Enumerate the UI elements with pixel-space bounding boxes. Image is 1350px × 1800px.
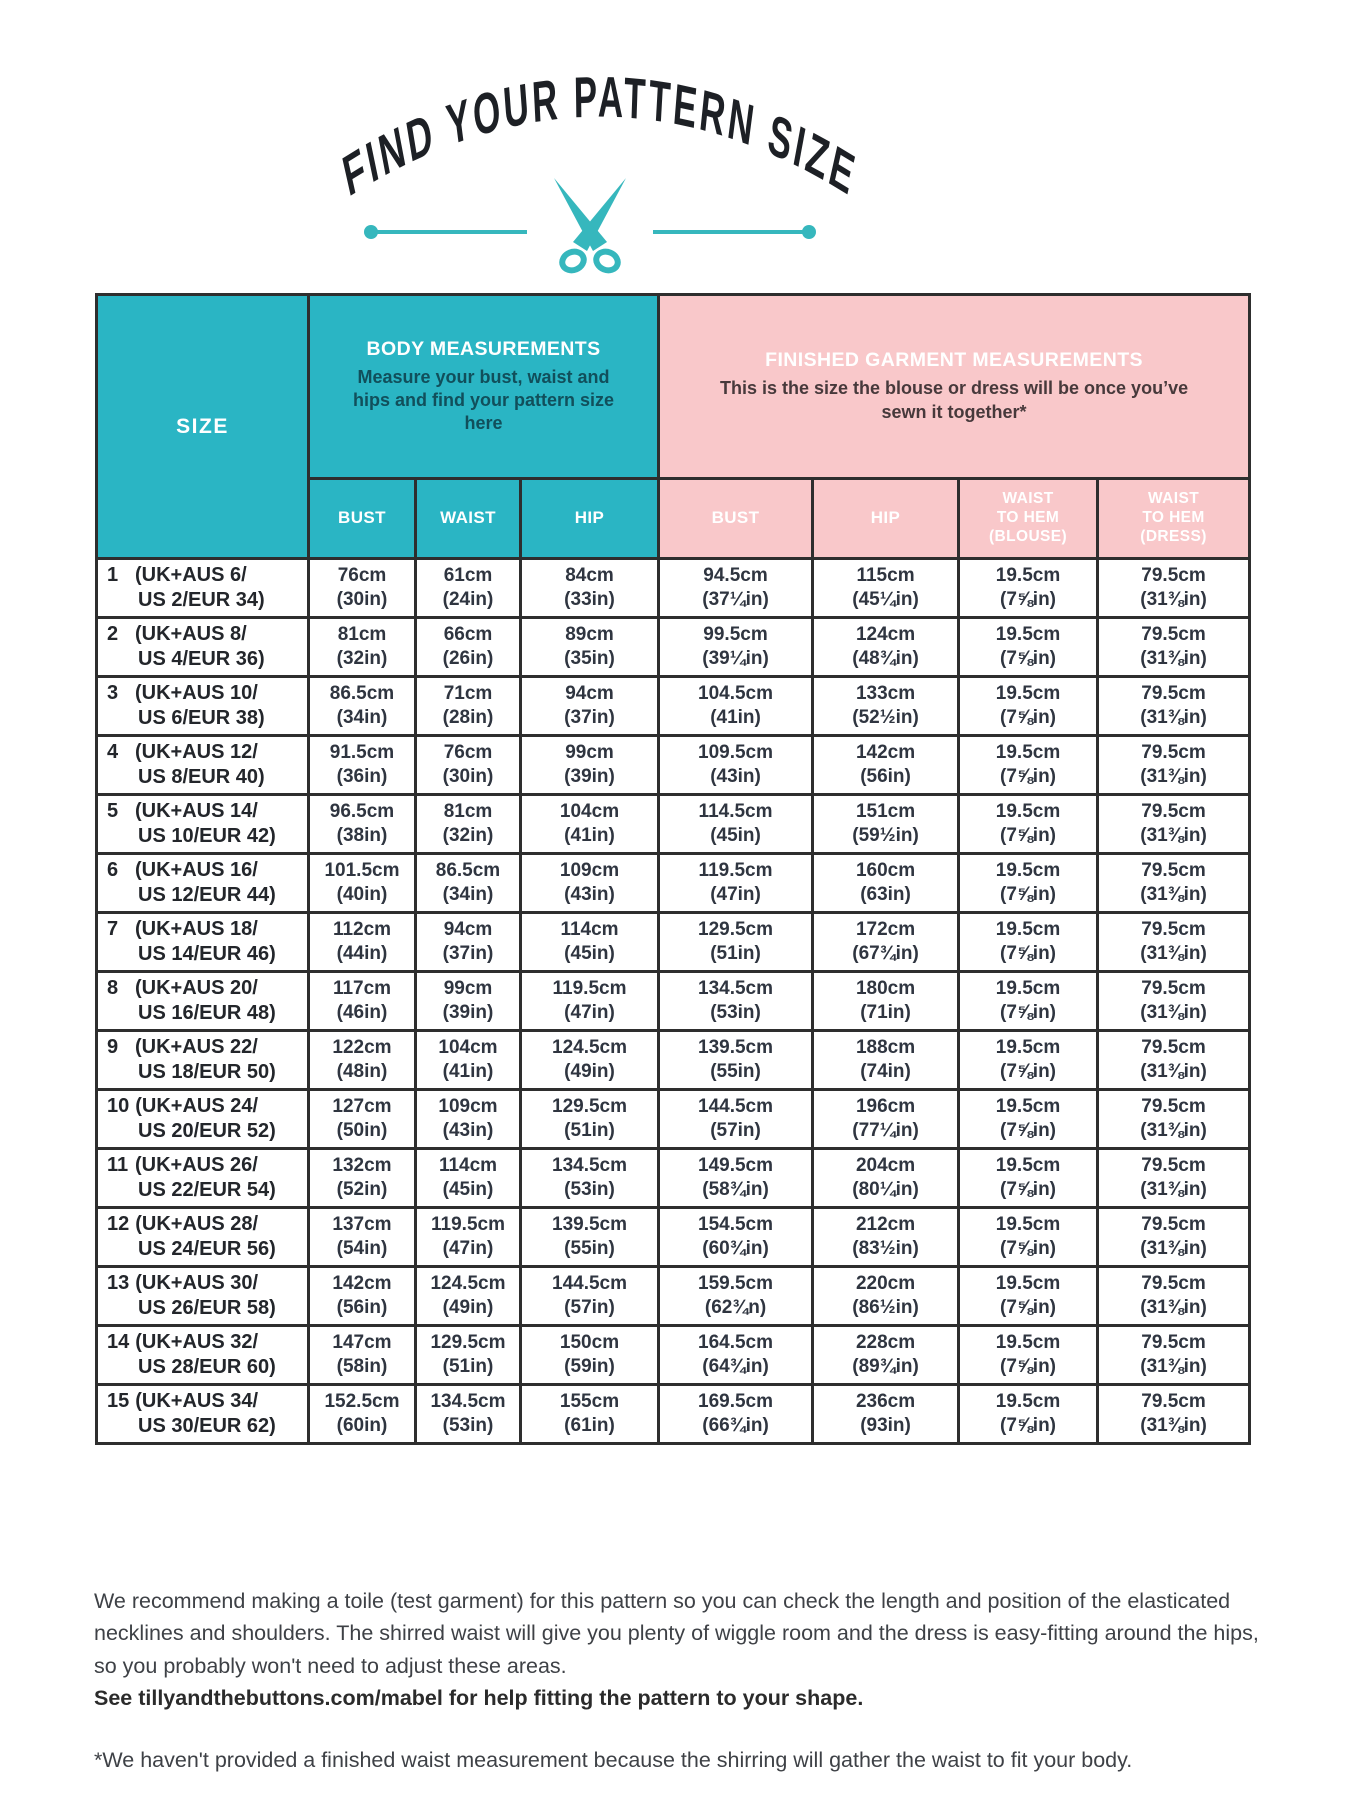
table-row — [97, 1090, 1250, 1149]
body-waist-cell: 109cm (43in) — [416, 1090, 521, 1149]
size-label-line2: US 24/EUR 56) — [138, 1238, 276, 1260]
body-bust-cell: 117cm (46in) — [309, 972, 416, 1031]
waist-to-hem-dress-cell: 79.5cm (31⅜in) — [1098, 1385, 1250, 1444]
body-waist-cell: 71cm (28in) — [416, 677, 521, 736]
size-label-line1: (UK+AUS 18/ — [135, 918, 258, 940]
waist-to-hem-blouse-cell: 19.5cm (7⅝in) — [959, 972, 1098, 1031]
waist-to-hem-blouse-cell: 19.5cm (7⅝in) — [959, 559, 1098, 618]
waist-to-hem-dress-cell: 79.5cm (31⅜in) — [1098, 854, 1250, 913]
column-header-waist-to-hem-blouse: WAIST TO HEM (BLOUSE) — [959, 479, 1098, 559]
size-label-line2: US 10/EUR 42) — [138, 825, 276, 847]
size-label-line2: US 18/EUR 50) — [138, 1061, 276, 1083]
table-row — [97, 1208, 1250, 1267]
body-measurements-header — [309, 295, 659, 479]
table-row — [97, 854, 1250, 913]
table-row — [97, 972, 1250, 1031]
size-cell — [97, 913, 309, 972]
table-row — [97, 736, 1250, 795]
table-row — [97, 1031, 1250, 1090]
size-label-line1: (UK+AUS 14/ — [135, 800, 258, 822]
size-cell — [97, 1031, 309, 1090]
body-waist-cell: 66cm (26in) — [416, 618, 521, 677]
garment-bust-cell: 154.5cm (60¾in) — [659, 1208, 813, 1267]
column-header-waist-to-hem-dress: WAIST TO HEM (DRESS) — [1098, 479, 1250, 559]
size-number: 5 — [107, 800, 119, 822]
waist-to-hem-blouse-cell: 19.5cm (7⅝in) — [959, 795, 1098, 854]
waist-to-hem-blouse-cell: 19.5cm (7⅝in) — [959, 1267, 1098, 1326]
size-number: 3 — [107, 682, 119, 704]
size-label-line1: (UK+AUS 28/ — [135, 1213, 259, 1235]
size-label-line2: US 16/EUR 48) — [138, 1002, 276, 1024]
size-label-line2: US 6/EUR 38) — [138, 707, 265, 729]
waist-to-hem-dress-cell: 79.5cm (31⅜in) — [1098, 618, 1250, 677]
body-hip-cell: 155cm (61in) — [521, 1385, 659, 1444]
body-waist-cell: 76cm (30in) — [416, 736, 521, 795]
size-label-line2: US 20/EUR 52) — [138, 1120, 276, 1142]
body-bust-cell: 147cm (58in) — [309, 1326, 416, 1385]
waist-to-hem-blouse-cell: 19.5cm (7⅝in) — [959, 854, 1098, 913]
body-hip-cell: 144.5cm (57in) — [521, 1267, 659, 1326]
body-hip-cell: 119.5cm (47in) — [521, 972, 659, 1031]
body-hip-cell: 150cm (59in) — [521, 1326, 659, 1385]
garment-bust-cell: 104.5cm (41in) — [659, 677, 813, 736]
body-bust-cell: 101.5cm (40in) — [309, 854, 416, 913]
garment-hip-cell: 115cm (45¼in) — [813, 559, 959, 618]
size-cell — [97, 1326, 309, 1385]
size-number: 15 — [107, 1390, 130, 1412]
scissors-divider — [355, 176, 825, 281]
page-title-text: FIND YOUR PATTERN SIZE — [337, 65, 863, 210]
size-label-line2: US 14/EUR 46) — [138, 943, 276, 965]
size-label-line1: (UK+AUS 16/ — [135, 859, 258, 881]
waist-to-hem-dress-cell: 79.5cm (31⅜in) — [1098, 1149, 1250, 1208]
garment-hip-cell: 236cm (93in) — [813, 1385, 959, 1444]
size-chart-table — [95, 293, 1251, 1445]
garment-bust-cell: 139.5cm (55in) — [659, 1031, 813, 1090]
size-label-line2: US 30/EUR 62) — [138, 1415, 276, 1437]
body-bust-cell: 86.5cm (34in) — [309, 677, 416, 736]
garment-hip-cell: 212cm (83½in) — [813, 1208, 959, 1267]
waist-to-hem-blouse-cell: 19.5cm (7⅝in) — [959, 1031, 1098, 1090]
footer-paragraph: We recommend making a toile (test garment) for this pattern so you can check the length and position of the elasticated necklines and shoulders. The shirred waist will give you plenty of wiggle room and the dress is easy-fitting around the hips, so you probably won't need to adjust these areas. — [94, 1589, 1259, 1678]
size-label-line2: US 2/EUR 34) — [138, 589, 265, 611]
size-column-header: SIZE — [97, 295, 309, 559]
garment-bust-cell: 119.5cm (47in) — [659, 854, 813, 913]
garment-bust-cell: 114.5cm (45in) — [659, 795, 813, 854]
waist-to-hem-dress-cell: 79.5cm (31⅜in) — [1098, 559, 1250, 618]
garment-hip-cell: 220cm (86½in) — [813, 1267, 959, 1326]
body-hip-cell: 114cm (45in) — [521, 913, 659, 972]
size-label-line1: (UK+AUS 20/ — [135, 977, 258, 999]
size-cell — [97, 795, 309, 854]
column-header-bust: BUST — [309, 479, 416, 559]
waist-to-hem-blouse-cell: 19.5cm (7⅝in) — [959, 1090, 1098, 1149]
body-bust-cell: 137cm (54in) — [309, 1208, 416, 1267]
body-hip-cell: 104cm (41in) — [521, 795, 659, 854]
body-bust-cell: 142cm (56in) — [309, 1267, 416, 1326]
garment-hip-cell: 196cm (77¼in) — [813, 1090, 959, 1149]
table-row — [97, 1385, 1250, 1444]
body-bust-cell: 132cm (52in) — [309, 1149, 416, 1208]
body-hip-cell: 134.5cm (53in) — [521, 1149, 659, 1208]
size-cell — [97, 618, 309, 677]
table-row — [97, 618, 1250, 677]
divider-dot-left — [364, 225, 378, 239]
body-bust-cell: 81cm (32in) — [309, 618, 416, 677]
body-hip-cell: 109cm (43in) — [521, 854, 659, 913]
table-row — [97, 1267, 1250, 1326]
garment-bust-cell: 109.5cm (43in) — [659, 736, 813, 795]
waist-to-hem-dress-cell: 79.5cm (31⅜in) — [1098, 736, 1250, 795]
size-label-line1: (UK+AUS 12/ — [135, 741, 258, 763]
size-number: 1 — [107, 564, 119, 586]
garment-bust-cell: 144.5cm (57in) — [659, 1090, 813, 1149]
divider-dot-right — [802, 225, 816, 239]
size-number: 7 — [107, 918, 119, 940]
body-waist-cell: 119.5cm (47in) — [416, 1208, 521, 1267]
finished-garment-title: FINISHED GARMENT MEASUREMENTS — [765, 349, 1143, 372]
size-label-line1: (UK+AUS 6/ — [135, 564, 247, 586]
size-cell — [97, 677, 309, 736]
footer-notes — [94, 1585, 1264, 1776]
size-cell — [97, 1208, 309, 1267]
size-cell — [97, 972, 309, 1031]
body-waist-cell: 81cm (32in) — [416, 795, 521, 854]
body-measurements-subtitle: Measure your bust, waist and hips and find your pattern size here — [353, 366, 615, 434]
body-bust-cell: 96.5cm (38in) — [309, 795, 416, 854]
body-waist-cell: 124.5cm (49in) — [416, 1267, 521, 1326]
table-row — [97, 1149, 1250, 1208]
garment-bust-cell: 134.5cm (53in) — [659, 972, 813, 1031]
waist-to-hem-blouse-cell: 19.5cm (7⅝in) — [959, 618, 1098, 677]
waist-to-hem-blouse-cell: 19.5cm (7⅝in) — [959, 736, 1098, 795]
body-hip-cell: 124.5cm (49in) — [521, 1031, 659, 1090]
body-bust-cell: 76cm (30in) — [309, 559, 416, 618]
garment-hip-cell: 133cm (52½in) — [813, 677, 959, 736]
body-waist-cell: 104cm (41in) — [416, 1031, 521, 1090]
waist-to-hem-dress-cell: 79.5cm (31⅜in) — [1098, 913, 1250, 972]
garment-hip-cell: 180cm (71in) — [813, 972, 959, 1031]
size-cell — [97, 1267, 309, 1326]
body-hip-cell: 84cm (33in) — [521, 559, 659, 618]
size-number: 6 — [107, 859, 119, 881]
body-waist-cell: 129.5cm (51in) — [416, 1326, 521, 1385]
body-hip-cell: 89cm (35in) — [521, 618, 659, 677]
table-row — [97, 559, 1250, 618]
finished-garment-header — [659, 295, 1250, 479]
footer-asterisk-note: *We haven't provided a finished waist measurement because the shirring will gather the waist to fit your body. — [94, 1748, 1133, 1772]
size-label-line1: (UK+AUS 30/ — [135, 1272, 259, 1294]
size-number: 10 — [107, 1095, 130, 1117]
size-number: 4 — [107, 741, 119, 763]
size-table-body — [97, 559, 1250, 1444]
waist-to-hem-blouse-cell: 19.5cm (7⅝in) — [959, 1208, 1098, 1267]
waist-to-hem-blouse-cell: 19.5cm (7⅝in) — [959, 1385, 1098, 1444]
size-label-line2: US 8/EUR 40) — [138, 766, 265, 788]
garment-hip-cell: 204cm (80¼in) — [813, 1149, 959, 1208]
waist-to-hem-blouse-cell: 19.5cm (7⅝in) — [959, 1149, 1098, 1208]
size-cell — [97, 1149, 309, 1208]
body-waist-cell: 99cm (39in) — [416, 972, 521, 1031]
size-cell — [97, 736, 309, 795]
size-cell — [97, 1090, 309, 1149]
waist-to-hem-dress-cell: 79.5cm (31⅜in) — [1098, 1326, 1250, 1385]
garment-hip-cell: 228cm (89¾in) — [813, 1326, 959, 1385]
size-number: 8 — [107, 977, 119, 999]
size-label-line2: US 22/EUR 54) — [138, 1179, 276, 1201]
size-number: 14 — [107, 1331, 130, 1353]
waist-to-hem-dress-cell: 79.5cm (31⅜in) — [1098, 1090, 1250, 1149]
waist-to-hem-dress-cell: 79.5cm (31⅜in) — [1098, 677, 1250, 736]
column-header-garment-bust: BUST — [659, 479, 813, 559]
size-cell — [97, 559, 309, 618]
column-header-hip: HIP — [521, 479, 659, 559]
table-row — [97, 795, 1250, 854]
body-hip-cell: 94cm (37in) — [521, 677, 659, 736]
finished-garment-subtitle: This is the size the blouse or dress will be once you’ve sewn it together* — [719, 378, 1189, 422]
waist-to-hem-blouse-cell: 19.5cm (7⅝in) — [959, 1326, 1098, 1385]
size-label-line2: US 4/EUR 36) — [138, 648, 265, 670]
body-bust-cell: 122cm (48in) — [309, 1031, 416, 1090]
body-bust-cell: 91.5cm (36in) — [309, 736, 416, 795]
garment-bust-cell: 169.5cm (66¾in) — [659, 1385, 813, 1444]
garment-bust-cell: 159.5cm (62¾n) — [659, 1267, 813, 1326]
garment-bust-cell: 94.5cm (37¼in) — [659, 559, 813, 618]
table-row — [97, 1326, 1250, 1385]
size-label-line2: US 28/EUR 60) — [138, 1356, 276, 1378]
size-label-line1: (UK+AUS 26/ — [135, 1154, 258, 1176]
footer-fitting-help: See tillyandthebuttons.com/mabel for help fitting the pattern to your shape. — [94, 1685, 864, 1710]
body-waist-cell: 86.5cm (34in) — [416, 854, 521, 913]
column-header-garment-hip: HIP — [813, 479, 959, 559]
body-measurements-title: BODY MEASUREMENTS — [366, 337, 601, 360]
garment-hip-cell: 142cm (56in) — [813, 736, 959, 795]
waist-to-hem-dress-cell: 79.5cm (31⅜in) — [1098, 1031, 1250, 1090]
garment-bust-cell: 149.5cm (58¾in) — [659, 1149, 813, 1208]
waist-to-hem-dress-cell: 79.5cm (31⅜in) — [1098, 1267, 1250, 1326]
size-label-line1: (UK+AUS 24/ — [135, 1095, 259, 1117]
waist-to-hem-blouse-cell: 19.5cm (7⅝in) — [959, 677, 1098, 736]
waist-to-hem-dress-cell: 79.5cm (31⅜in) — [1098, 1208, 1250, 1267]
body-hip-cell: 99cm (39in) — [521, 736, 659, 795]
size-number: 11 — [107, 1154, 129, 1176]
body-hip-cell: 139.5cm (55in) — [521, 1208, 659, 1267]
scissors-icon — [554, 178, 626, 273]
size-label-line1: (UK+AUS 8/ — [135, 623, 247, 645]
body-bust-cell: 152.5cm (60in) — [309, 1385, 416, 1444]
body-bust-cell: 112cm (44in) — [309, 913, 416, 972]
garment-hip-cell: 160cm (63in) — [813, 854, 959, 913]
size-label-line1: (UK+AUS 34/ — [135, 1390, 259, 1412]
waist-to-hem-blouse-cell: 19.5cm (7⅝in) — [959, 913, 1098, 972]
size-label-line1: (UK+AUS 22/ — [135, 1036, 258, 1058]
body-bust-cell: 127cm (50in) — [309, 1090, 416, 1149]
body-waist-cell: 61cm (24in) — [416, 559, 521, 618]
size-number: 12 — [107, 1213, 130, 1235]
garment-bust-cell: 129.5cm (51in) — [659, 913, 813, 972]
size-number: 2 — [107, 623, 119, 645]
garment-bust-cell: 164.5cm (64¾in) — [659, 1326, 813, 1385]
column-header-waist: WAIST — [416, 479, 521, 559]
garment-hip-cell: 172cm (67¾in) — [813, 913, 959, 972]
garment-bust-cell: 99.5cm (39¼in) — [659, 618, 813, 677]
size-cell — [97, 854, 309, 913]
waist-to-hem-dress-cell: 79.5cm (31⅜in) — [1098, 972, 1250, 1031]
body-waist-cell: 134.5cm (53in) — [416, 1385, 521, 1444]
size-label-line1: (UK+AUS 10/ — [135, 682, 258, 704]
size-label-line2: US 12/EUR 44) — [138, 884, 276, 906]
size-number: 9 — [107, 1036, 119, 1058]
size-cell — [97, 1385, 309, 1444]
size-number: 13 — [107, 1272, 130, 1294]
table-row — [97, 677, 1250, 736]
body-waist-cell: 114cm (45in) — [416, 1149, 521, 1208]
table-row — [97, 913, 1250, 972]
waist-to-hem-dress-cell: 79.5cm (31⅜in) — [1098, 795, 1250, 854]
size-label-line1: (UK+AUS 32/ — [135, 1331, 259, 1353]
garment-hip-cell: 151cm (59½in) — [813, 795, 959, 854]
size-label-line2: US 26/EUR 58) — [138, 1297, 276, 1319]
garment-hip-cell: 124cm (48¾in) — [813, 618, 959, 677]
garment-hip-cell: 188cm (74in) — [813, 1031, 959, 1090]
body-hip-cell: 129.5cm (51in) — [521, 1090, 659, 1149]
body-waist-cell: 94cm (37in) — [416, 913, 521, 972]
